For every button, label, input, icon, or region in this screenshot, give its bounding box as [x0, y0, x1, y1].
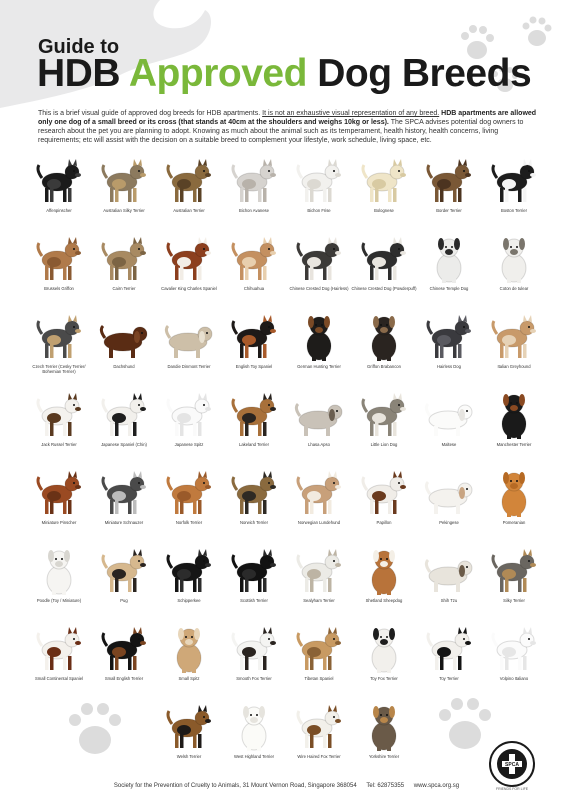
breed-card — [95, 150, 153, 228]
breed-name: Jack Russel Terrier — [41, 442, 77, 447]
breed-card — [225, 462, 283, 540]
breed-card — [355, 306, 413, 384]
dog-photo-icon — [292, 310, 346, 362]
breed-name: Border Terrier — [436, 208, 462, 213]
breed-card — [160, 696, 218, 774]
breed-name: Dachshund — [113, 364, 135, 369]
breed-card — [290, 462, 348, 540]
breed-card — [160, 618, 218, 696]
dog-photo-icon — [32, 544, 86, 596]
breed-name: Manchester Terrier — [496, 442, 532, 447]
breed-card — [225, 306, 283, 384]
intro-part-1: This is a brief visual guide of approved dog breeds for HDB apartments. — [38, 110, 263, 117]
dog-photo-icon — [357, 622, 411, 674]
breed-card — [225, 540, 283, 618]
breed-name: Papillon — [376, 520, 392, 525]
dog-photo-icon — [227, 310, 281, 362]
breed-card — [290, 228, 348, 306]
dog-photo-icon — [32, 154, 86, 206]
dog-photo-icon — [97, 310, 151, 362]
breed-name: Miniature Schnauzer — [104, 520, 144, 525]
breed-name: Shetland Sheepdog — [365, 598, 403, 603]
breed-name: Brussels Griffon — [44, 286, 74, 291]
breed-name: Sealyham Terrier — [303, 598, 335, 603]
spca-logo — [488, 740, 536, 788]
dog-photo-icon — [227, 700, 281, 752]
breed-card — [225, 618, 283, 696]
dog-photo-icon — [357, 700, 411, 752]
dog-photo-icon — [227, 154, 281, 206]
breed-name: Maltese — [441, 442, 457, 447]
intro-paragraph — [38, 109, 538, 145]
breed-card — [420, 618, 478, 696]
breed-name: Chinese Crested Dog (Powderpuff) — [351, 286, 417, 291]
breed-name: Toy Fox Terrier — [370, 676, 398, 681]
breed-card — [160, 462, 218, 540]
dog-photo-icon — [487, 622, 541, 674]
breed-name: Tibetan Spaniel — [304, 676, 334, 681]
breed-name: Cavalier King Charles Spaniel — [161, 286, 217, 291]
breed-card — [355, 384, 413, 462]
breed-name: Welsh Terrier — [176, 754, 202, 759]
breed-card — [160, 384, 218, 462]
breed-name: Italian Greyhound — [497, 364, 531, 369]
breed-card — [485, 150, 543, 228]
dog-photo-icon — [227, 544, 281, 596]
breed-card — [30, 228, 88, 306]
breed-name: Japanese Spaniel (Chin) — [101, 442, 147, 447]
dog-photo-icon — [357, 544, 411, 596]
dog-photo-icon — [487, 544, 541, 596]
breed-card — [355, 462, 413, 540]
breed-card — [95, 540, 153, 618]
breed-card — [290, 384, 348, 462]
dog-photo-icon — [487, 154, 541, 206]
breed-name: Boston Terrier — [501, 208, 527, 213]
intro-hdb-rule: HDB apartments are allowed only one dog of a small breed or its cross (that stands at 40cm at the shoulders and weighs 10kg or less). — [38, 110, 537, 126]
breed-card — [30, 306, 88, 384]
breed-name: Australian Silky Terrier — [103, 208, 145, 213]
breed-name: Schipperkee — [177, 598, 201, 603]
dog-photo-icon — [162, 622, 216, 674]
dog-photo-icon — [292, 466, 346, 518]
breed-card — [485, 462, 543, 540]
page-title — [37, 52, 531, 96]
breed-name: Small Continental Spaniel — [35, 676, 83, 681]
breed-name: Volpino Italiano — [499, 676, 529, 681]
dog-photo-icon — [162, 310, 216, 362]
dog-photo-icon — [357, 388, 411, 440]
breed-card — [485, 540, 543, 618]
dog-photo-icon — [422, 466, 476, 518]
breed-name: Czech Terrier (Cesky Terrier/ Bohemian Terrier) — [32, 364, 86, 374]
breed-name: Wire Haired Fox Terrier — [297, 754, 341, 759]
breed-card — [225, 150, 283, 228]
breed-grid — [30, 150, 550, 768]
breed-name: Silky Terrier — [503, 598, 525, 603]
spca-logo-letters: SPCA — [505, 762, 519, 768]
dog-photo-icon — [97, 154, 151, 206]
breed-card — [95, 306, 153, 384]
breed-name: Bolognese — [374, 208, 394, 213]
breed-card — [355, 150, 413, 228]
dog-photo-icon — [227, 388, 281, 440]
breed-name: Chinese Temple Dog — [429, 286, 469, 291]
breed-name: Pug — [120, 598, 128, 603]
breed-name: Hairless Dog — [437, 364, 461, 369]
dog-photo-icon — [162, 700, 216, 752]
dog-photo-icon — [292, 154, 346, 206]
breed-card — [290, 150, 348, 228]
breed-name: Yorkshire Terrier — [368, 754, 400, 759]
dog-photo-icon — [97, 544, 151, 596]
title-word-dog-breeds: Dog Breeds — [317, 52, 532, 95]
dog-photo-icon — [422, 310, 476, 362]
breed-name: Miniature Pinscher — [41, 520, 77, 525]
breed-card — [355, 540, 413, 618]
dog-photo-icon — [487, 466, 541, 518]
breed-card — [160, 306, 218, 384]
breed-card — [355, 618, 413, 696]
breed-card — [485, 384, 543, 462]
dog-photo-icon — [227, 232, 281, 284]
breed-name: Chinese Crested Dog (Hairless) — [289, 286, 349, 291]
breed-card — [30, 384, 88, 462]
breed-card — [351, 228, 417, 306]
breed-name: West Highland Terrier — [233, 754, 275, 759]
dog-photo-icon — [32, 622, 86, 674]
breed-card — [420, 384, 478, 462]
breed-name: Shih Tzu — [440, 598, 458, 603]
dog-photo-icon — [357, 466, 411, 518]
spca-caption: FRIENDS FOR LIFE — [495, 787, 529, 791]
dog-photo-icon — [292, 232, 346, 284]
breed-name: German Hunting Terrier — [297, 364, 341, 369]
dog-photo-icon — [32, 388, 86, 440]
breed-card — [160, 228, 218, 306]
dog-photo-icon — [97, 388, 151, 440]
dog-photo-icon — [487, 232, 541, 284]
breed-card — [160, 150, 218, 228]
breed-card — [225, 696, 283, 774]
intro-disclaimer: It is not an exhaustive visual representation of any breed. — [262, 110, 440, 117]
breed-name: Small English Terrier — [104, 676, 144, 681]
breed-card — [290, 306, 348, 384]
breed-name: English Toy Spaniel — [235, 364, 273, 369]
dog-photo-icon — [422, 622, 476, 674]
breed-name: Bichon Frise — [307, 208, 331, 213]
dog-photo-icon — [162, 154, 216, 206]
dog-photo-icon — [97, 466, 151, 518]
breed-card — [225, 228, 283, 306]
title-word-approved: Approved — [128, 52, 307, 95]
breed-card — [420, 540, 478, 618]
dog-photo-icon — [227, 622, 281, 674]
breed-card — [290, 618, 348, 696]
breed-name: Small Spitz — [178, 676, 200, 681]
breed-name: Bichon Avanese — [239, 208, 269, 213]
breed-name: Lakeland Terrier — [239, 442, 269, 447]
breed-name: Griffon Brabancon — [367, 364, 401, 369]
breed-card — [485, 618, 543, 696]
breed-card — [30, 540, 88, 618]
breed-card — [95, 462, 153, 540]
breed-card — [420, 462, 478, 540]
breed-name: Chihuahua — [243, 286, 265, 291]
breed-card — [290, 696, 348, 774]
breed-name: Norwegian Lundehund — [297, 520, 341, 525]
breed-name: Pekingese — [439, 520, 459, 525]
dog-photo-icon — [422, 154, 476, 206]
dog-photo-icon — [97, 232, 151, 284]
breed-name: Pomeranian — [502, 520, 526, 525]
breed-card — [30, 618, 88, 696]
dog-photo-icon — [422, 388, 476, 440]
dog-photo-icon — [357, 310, 411, 362]
title-word-hdb: HDB — [37, 52, 120, 95]
breed-name: Lhasa Apso — [308, 442, 330, 447]
dog-photo-icon — [97, 622, 151, 674]
dog-photo-icon — [162, 232, 216, 284]
dog-photo-icon — [32, 310, 86, 362]
breed-card — [355, 696, 413, 774]
dog-photo-icon — [292, 388, 346, 440]
breed-card — [95, 228, 153, 306]
breed-card — [225, 384, 283, 462]
dog-photo-icon — [357, 154, 411, 206]
breed-card — [420, 228, 478, 306]
breed-name: Japanese Spitz — [174, 442, 204, 447]
breed-name: Toy Terrier — [439, 676, 459, 681]
breed-name: Smooth Fox Terrier — [236, 676, 272, 681]
dog-photo-icon — [292, 544, 346, 596]
dog-photo-icon — [32, 232, 86, 284]
breed-card — [485, 306, 543, 384]
breed-name: Dandie Dinmont Terrier — [167, 364, 211, 369]
breed-name: Affenpinscher — [46, 208, 72, 213]
breed-name: Little Lion Dog — [370, 442, 398, 447]
breed-card — [30, 150, 88, 228]
dog-photo-icon — [227, 466, 281, 518]
breed-name: Scottish Terrier — [240, 598, 268, 603]
breed-name: Australian Terrier — [173, 208, 205, 213]
dog-photo-icon — [292, 700, 346, 752]
dog-photo-icon — [357, 232, 411, 284]
dog-photo-icon — [162, 388, 216, 440]
breed-name: Coton de tulear — [499, 286, 529, 291]
dog-photo-icon — [292, 622, 346, 674]
dog-photo-icon — [487, 388, 541, 440]
breed-name: Norwich Terrier — [239, 520, 269, 525]
breed-card — [420, 306, 478, 384]
breed-card — [95, 618, 153, 696]
breed-card — [485, 228, 543, 306]
dog-photo-icon — [162, 544, 216, 596]
footer-web: www.spca.org.sg — [413, 783, 460, 789]
breed-name: Norfolk Terrier — [175, 520, 203, 525]
dog-photo-icon — [422, 232, 476, 284]
intro-advice: The SPCA advises potential dog owners to research about the pet you are planning to adopt. Knowing as much about the animal such as its temperament, health history, health concerns, living requirements; etc will assist with the decision on a suitable breed to complement your lifestyle, work schedule, living space, etc. — [38, 119, 524, 144]
dog-photo-icon — [422, 544, 476, 596]
breed-name: Poodle (Toy / Miniature) — [36, 598, 82, 603]
breed-card — [290, 540, 348, 618]
dog-photo-icon — [32, 466, 86, 518]
breed-name: Cairn Terrier — [112, 286, 136, 291]
breed-card — [420, 150, 478, 228]
footer-org: Society for the Prevention of Cruelty to Animals, 31 Mount Vernon Road, Singapore 368054 — [113, 783, 357, 789]
footer-tel: Tel: 62875355 — [366, 783, 405, 789]
breed-card — [30, 462, 88, 540]
breed-card — [95, 384, 153, 462]
breed-card — [160, 540, 218, 618]
dog-photo-icon — [487, 310, 541, 362]
dog-photo-icon — [162, 466, 216, 518]
title-line-1: Guide to — [38, 36, 120, 58]
